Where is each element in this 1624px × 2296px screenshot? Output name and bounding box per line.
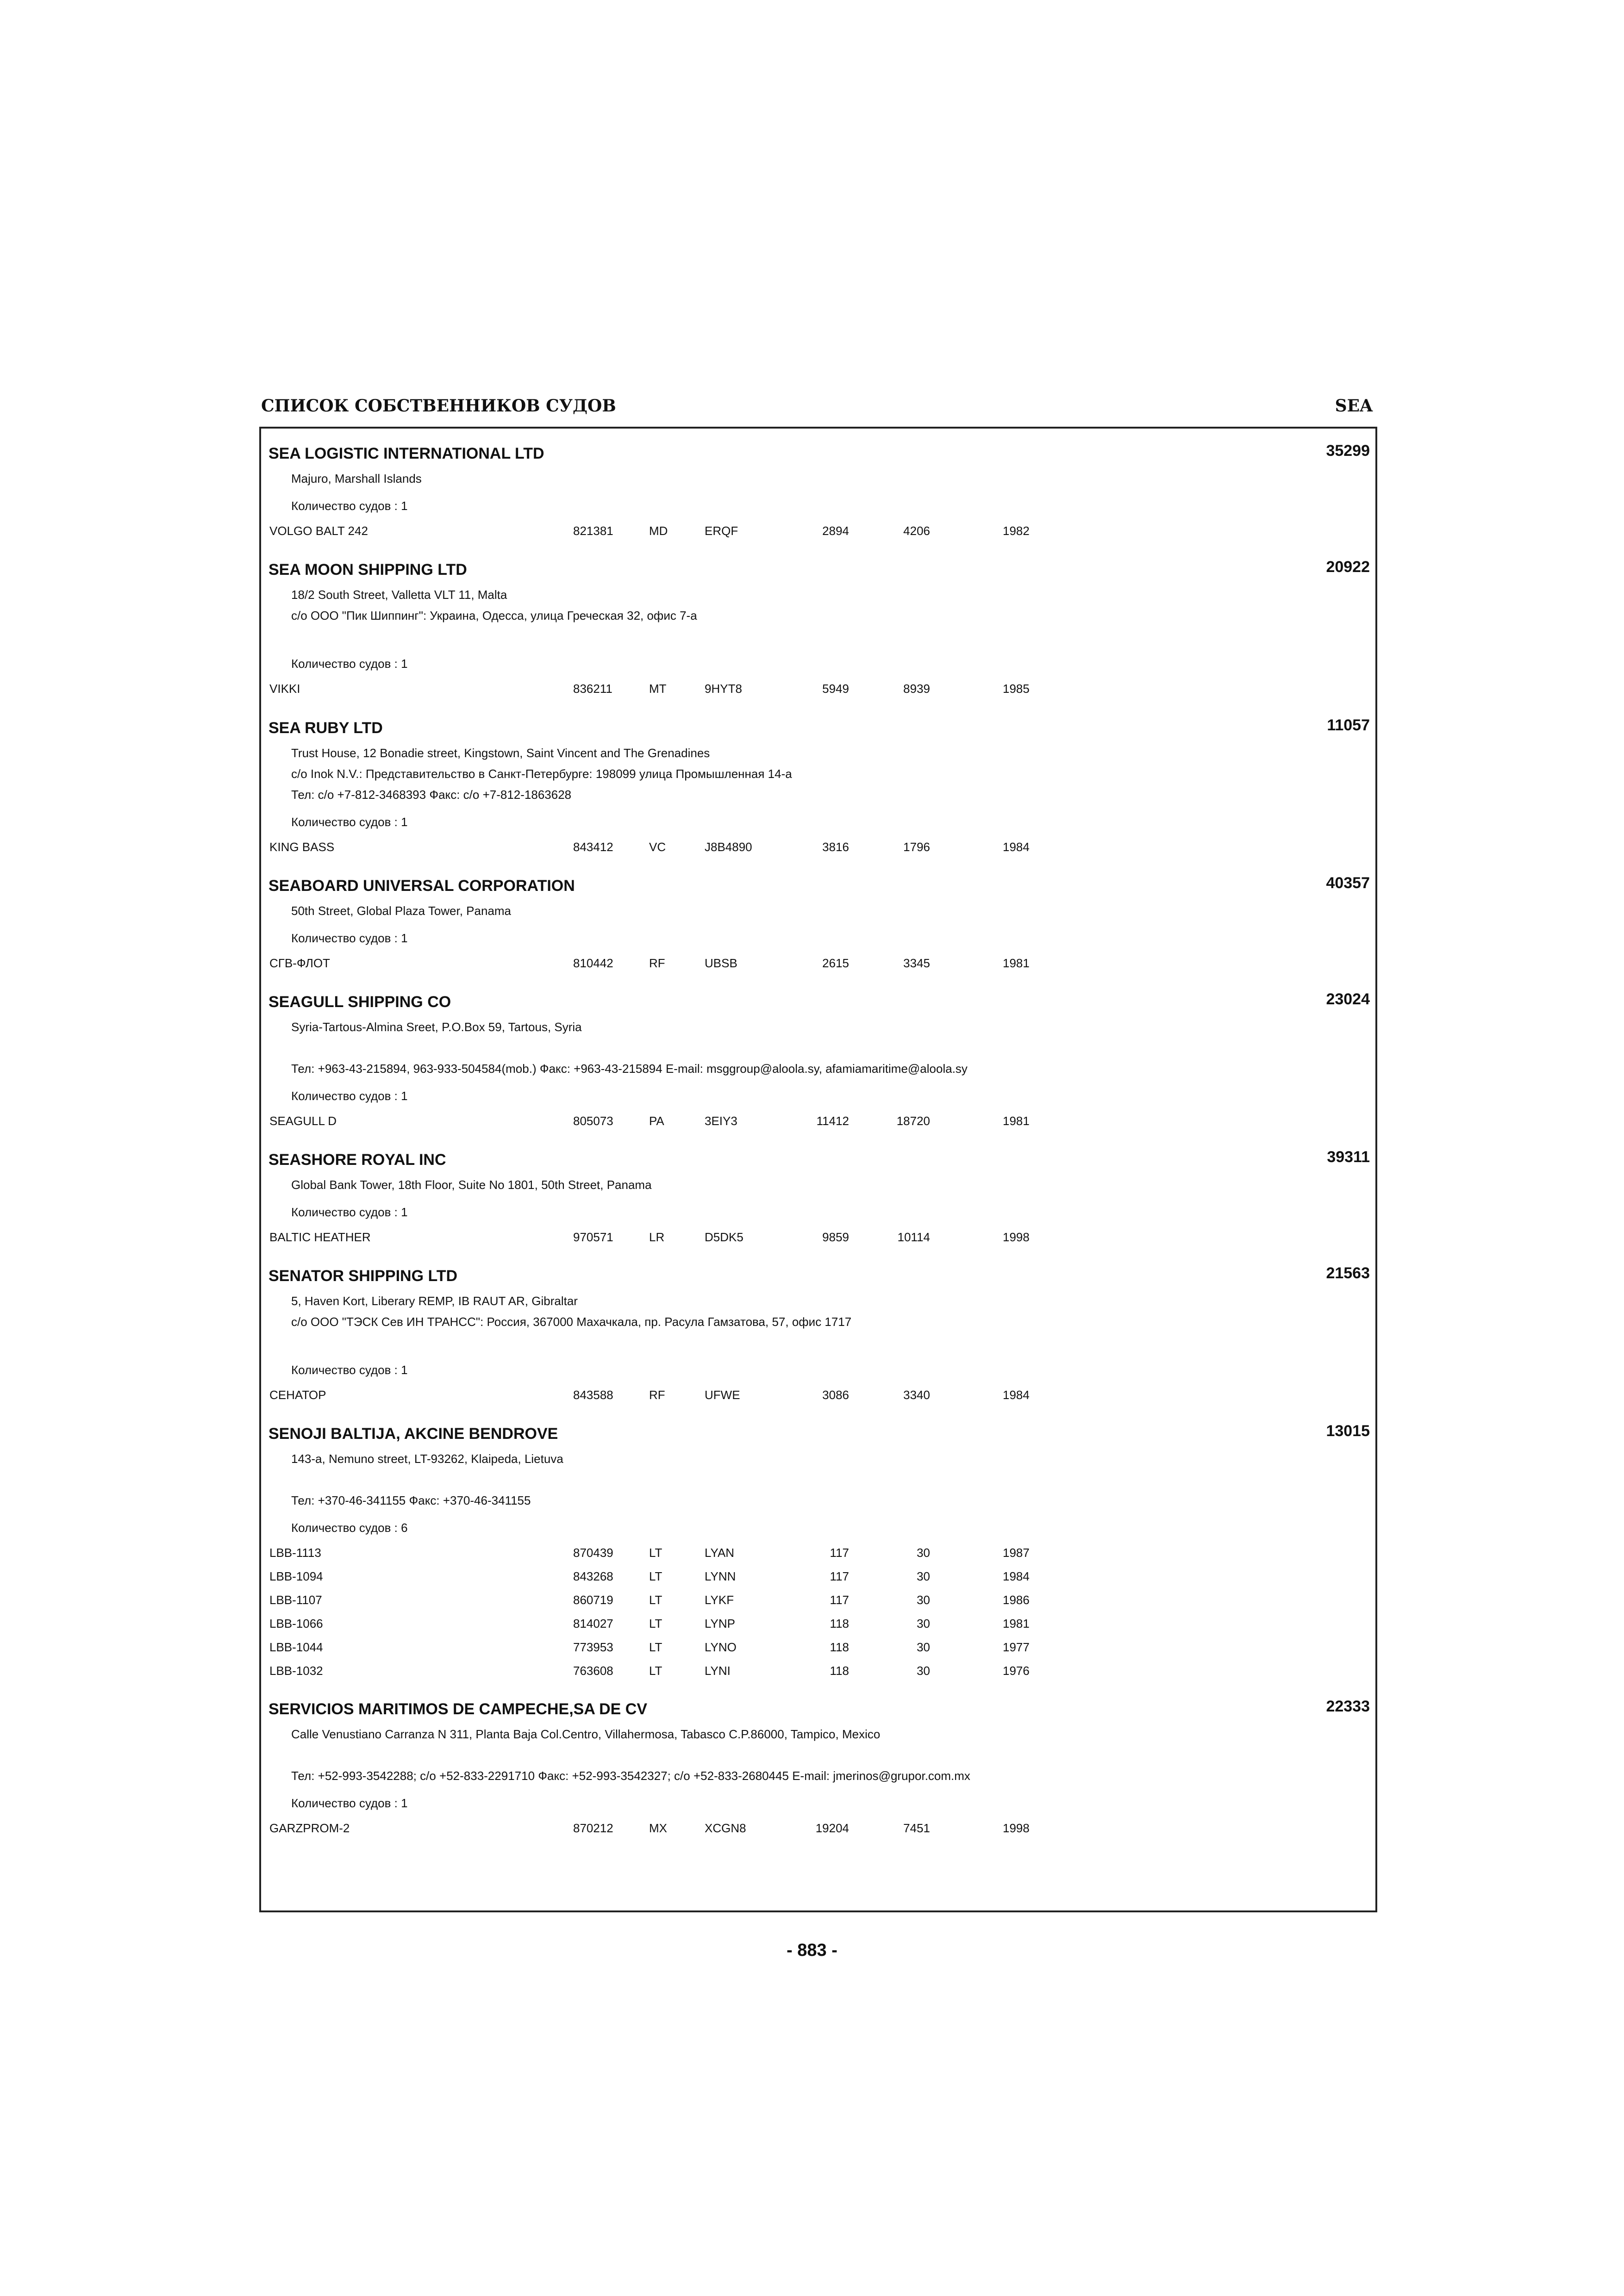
owner-phone: Тел: с/о +7-812-3468393 Факс: с/о +7-812-1863628 [291, 788, 572, 802]
vessel-deadweight: 30 [917, 1664, 930, 1678]
vessel-count: Количество судов : 6 [291, 1521, 408, 1535]
vessel-gross-tonnage: 3086 [822, 1388, 849, 1402]
vessel-number: 843588 [573, 1388, 613, 1402]
vessel-callsign: 9HYT8 [705, 682, 742, 696]
vessel-callsign: LYNN [705, 1569, 736, 1583]
vessel-flag: LT [649, 1664, 662, 1678]
vessel-flag: RF [649, 956, 665, 970]
vessel-number: 843268 [573, 1569, 613, 1583]
vessel-deadweight: 30 [917, 1593, 930, 1607]
vessel-gross-tonnage: 117 [830, 1593, 849, 1607]
vessel-deadweight: 1796 [903, 840, 930, 854]
vessel-gross-tonnage: 118 [830, 1664, 849, 1678]
vessel-number: 870212 [573, 1821, 613, 1835]
vessel-gross-tonnage: 117 [830, 1569, 849, 1583]
vessel-deadweight: 10114 [897, 1230, 930, 1244]
vessel-year: 1998 [1003, 1821, 1030, 1835]
vessel-name: KING BASS [269, 840, 335, 854]
vessel-deadweight: 30 [917, 1546, 930, 1560]
owner-name: SEASHORE ROYAL INC [269, 1151, 446, 1169]
section-code: SEA [1335, 396, 1373, 416]
owner-name: SENATOR SHIPPING LTD [269, 1267, 458, 1285]
owner-address: 5, Haven Kort, Liberary REMP, IB RAUT AR, Gibraltar [291, 1294, 578, 1308]
vessel-callsign: LYKF [705, 1593, 734, 1607]
owner-id: 35299 [1326, 442, 1370, 460]
vessel-callsign: ERQF [705, 524, 738, 538]
vessel-gross-tonnage: 5949 [822, 682, 849, 696]
vessel-flag: LT [649, 1546, 662, 1560]
vessel-deadweight: 7451 [903, 1821, 930, 1835]
vessel-count: Количество судов : 1 [291, 1089, 408, 1103]
owner-agent: с/о ООО "ТЭСК Сев ИН ТРАНСС": Россия, 367000 Махачкала, пр. Расула Гамзатова, 57, офис 1717 [291, 1315, 852, 1329]
vessel-row [261, 1114, 1375, 1131]
vessel-name: LBB-1032 [269, 1664, 323, 1678]
vessel-flag: LT [649, 1569, 662, 1583]
vessel-year: 1982 [1003, 524, 1030, 538]
vessel-number: 970571 [573, 1230, 613, 1244]
owner-id: 20922 [1326, 558, 1370, 576]
vessel-number: 870439 [573, 1546, 613, 1560]
vessel-count: Количество судов : 1 [291, 499, 408, 513]
vessel-count: Количество судов : 1 [291, 1363, 408, 1377]
vessel-year: 1976 [1003, 1664, 1030, 1678]
vessel-deadweight: 18720 [896, 1114, 930, 1128]
vessel-deadweight: 30 [917, 1640, 930, 1654]
vessel-row [261, 1546, 1375, 1562]
owner-name: SEA RUBY LTD [269, 719, 383, 737]
owner-id: 13015 [1326, 1422, 1370, 1440]
vessel-number: 773953 [573, 1640, 613, 1654]
vessel-year: 1984 [1003, 1388, 1030, 1402]
vessel-flag: VC [649, 840, 666, 854]
vessel-name: LBB-1107 [269, 1593, 322, 1607]
owner-id: 23024 [1326, 990, 1370, 1008]
vessel-callsign: XCGN8 [705, 1821, 746, 1835]
owner-phone: Тел: +963-43-215894, 963-933-504584(mob.) Факс: +963-43-215894 E-mail: msggroup@aloola.sy, afamiamaritime@aloola.sy [291, 1062, 968, 1076]
vessel-name: BALTIC HEATHER [269, 1230, 371, 1244]
vessel-flag: MT [649, 682, 667, 696]
vessel-name: VIKKI [269, 682, 300, 696]
vessel-gross-tonnage: 118 [830, 1617, 849, 1630]
owner-id: 39311 [1327, 1148, 1370, 1166]
vessel-callsign: UFWE [705, 1388, 740, 1402]
vessel-year: 1998 [1003, 1230, 1030, 1244]
vessel-callsign: LYAN [705, 1546, 735, 1560]
vessel-row [261, 524, 1375, 541]
vessel-name: VOLGO BALT 242 [269, 524, 368, 538]
vessel-name: LBB-1044 [269, 1640, 323, 1654]
vessel-callsign: LYNP [705, 1617, 735, 1630]
owner-name: SEA MOON SHIPPING LTD [269, 561, 467, 579]
vessel-deadweight: 3345 [903, 956, 930, 970]
vessel-count: Количество судов : 1 [291, 931, 408, 945]
vessel-deadweight: 3340 [903, 1388, 930, 1402]
vessel-flag: MD [649, 524, 668, 538]
owner-address: Majuro, Marshall Islands [291, 472, 422, 485]
vessel-year: 1977 [1003, 1640, 1030, 1654]
vessel-row [261, 840, 1375, 857]
owner-address: Global Bank Tower, 18th Floor, Suite No 1801, 50th Street, Panama [291, 1178, 652, 1192]
vessel-flag: LT [649, 1593, 662, 1607]
list-title: СПИСОК СОБСТВЕННИКОВ СУДОВ [261, 396, 616, 416]
owner-id: 11057 [1327, 716, 1370, 734]
vessel-number: 810442 [573, 956, 613, 970]
owner-address: Calle Venustiano Carranza N 311, Planta Baja Col.Centro, Villahermosa, Tabasco C.P.86000, Tampico, Mexico [291, 1727, 881, 1741]
vessel-callsign: 3EIY3 [705, 1114, 737, 1128]
vessel-year: 1985 [1003, 682, 1030, 696]
vessel-number: 814027 [573, 1617, 613, 1630]
vessel-row [261, 1230, 1375, 1247]
vessel-name: LBB-1113 [269, 1546, 321, 1560]
vessel-name: LBB-1094 [269, 1569, 323, 1583]
vessel-name: СЕНАТОР [269, 1388, 326, 1402]
vessel-name: СГВ-ФЛОТ [269, 956, 330, 970]
vessel-number: 805073 [573, 1114, 613, 1128]
owner-name: SEABOARD UNIVERSAL CORPORATION [269, 877, 575, 895]
vessel-year: 1986 [1003, 1593, 1030, 1607]
vessel-gross-tonnage: 11412 [816, 1114, 849, 1128]
owner-name: SEAGULL SHIPPING CO [269, 993, 451, 1011]
vessel-name: SEAGULL D [269, 1114, 337, 1128]
owner-phone: Тел: +52-993-3542288; c/o +52-833-2291710 Факс: +52-993-3542327; c/o +52-833-2680445 E-mail: jmerinos@grupor.com.mx [291, 1769, 970, 1783]
vessel-name: LBB-1066 [269, 1617, 323, 1630]
vessel-row [261, 682, 1375, 698]
vessel-callsign: LYNO [705, 1640, 737, 1654]
vessel-callsign: UBSB [705, 956, 737, 970]
owner-id: 21563 [1326, 1264, 1370, 1282]
vessel-flag: RF [649, 1388, 665, 1402]
vessel-flag: MX [649, 1821, 667, 1835]
vessel-gross-tonnage: 19204 [815, 1821, 849, 1835]
vessel-number: 763608 [573, 1664, 613, 1678]
vessel-flag: LR [649, 1230, 665, 1244]
owner-agent: с/о Inok N.V.: Представительство в Санкт-Петербурге: 198099 улица Промышленная 14-а [291, 767, 792, 781]
vessel-gross-tonnage: 3816 [822, 840, 849, 854]
vessel-count: Количество судов : 1 [291, 1796, 408, 1810]
vessel-callsign: LYNI [705, 1664, 731, 1678]
vessel-number: 821381 [573, 524, 613, 538]
vessel-year: 1984 [1003, 840, 1030, 854]
owner-address: Trust House, 12 Bonadie street, Kingstown, Saint Vincent and The Grenadines [291, 746, 710, 760]
vessel-row [261, 1388, 1375, 1405]
vessel-gross-tonnage: 117 [830, 1546, 849, 1560]
owner-name: SEA LOGISTIC INTERNATIONAL LTD [269, 445, 544, 462]
vessel-year: 1984 [1003, 1569, 1030, 1583]
vessel-name: GARZPROM-2 [269, 1821, 350, 1835]
vessel-flag: LT [649, 1640, 662, 1654]
vessel-row [261, 1821, 1375, 1838]
vessel-year: 1981 [1003, 1114, 1030, 1128]
vessel-row [261, 956, 1375, 973]
vessel-count: Количество судов : 1 [291, 657, 408, 671]
vessel-number: 843412 [573, 840, 613, 854]
page-number: - 883 - [787, 1941, 837, 1960]
vessel-gross-tonnage: 2894 [822, 524, 849, 538]
vessel-gross-tonnage: 2615 [822, 956, 849, 970]
vessel-gross-tonnage: 118 [830, 1640, 849, 1654]
owner-address: 143-a, Nemuno street, LT-93262, Klaipeda, Lietuva [291, 1452, 563, 1466]
vessel-count: Количество судов : 1 [291, 1205, 408, 1219]
vessel-number: 836211 [573, 682, 612, 696]
vessel-row [261, 1569, 1375, 1586]
owner-agent: с/о ООО "Пик Шиппинг": Украина, Одесса, улица Греческая 32, офис 7-а [291, 609, 697, 622]
owner-phone: Тел: +370-46-341155 Факс: +370-46-341155 [291, 1493, 531, 1507]
owner-id: 22333 [1326, 1698, 1370, 1715]
owners-list [259, 427, 1377, 1912]
vessel-deadweight: 30 [917, 1617, 930, 1630]
vessel-row [261, 1640, 1375, 1657]
owner-id: 40357 [1326, 874, 1370, 892]
vessel-gross-tonnage: 9859 [822, 1230, 849, 1244]
vessel-year: 1981 [1003, 1617, 1030, 1630]
vessel-number: 860719 [573, 1593, 613, 1607]
vessel-row [261, 1664, 1375, 1680]
vessel-flag: LT [649, 1617, 662, 1630]
vessel-flag: PA [649, 1114, 664, 1128]
vessel-deadweight: 30 [917, 1569, 930, 1583]
vessel-deadweight: 8939 [903, 682, 930, 696]
owner-name: SERVICIOS MARITIMOS DE CAMPECHE,SA DE CV [269, 1700, 647, 1718]
owner-address: Syria-Tartous-Almina Sreet, P.O.Box 59, Tartous, Syria [291, 1020, 582, 1034]
vessel-count: Количество судов : 1 [291, 815, 408, 829]
owner-address: 18/2 South Street, Valletta VLT 11, Malta [291, 588, 507, 602]
owner-name: SENOJI BALTIJA, AKCINE BENDROVE [269, 1425, 558, 1443]
vessel-callsign: J8B4890 [705, 840, 752, 854]
vessel-deadweight: 4206 [903, 524, 930, 538]
vessel-row [261, 1593, 1375, 1610]
page-header [259, 393, 1377, 419]
vessel-callsign: D5DK5 [705, 1230, 743, 1244]
vessel-year: 1981 [1003, 956, 1030, 970]
owner-address: 50th Street, Global Plaza Tower, Panama [291, 904, 512, 918]
vessel-row [261, 1617, 1375, 1633]
vessel-year: 1987 [1003, 1546, 1030, 1560]
